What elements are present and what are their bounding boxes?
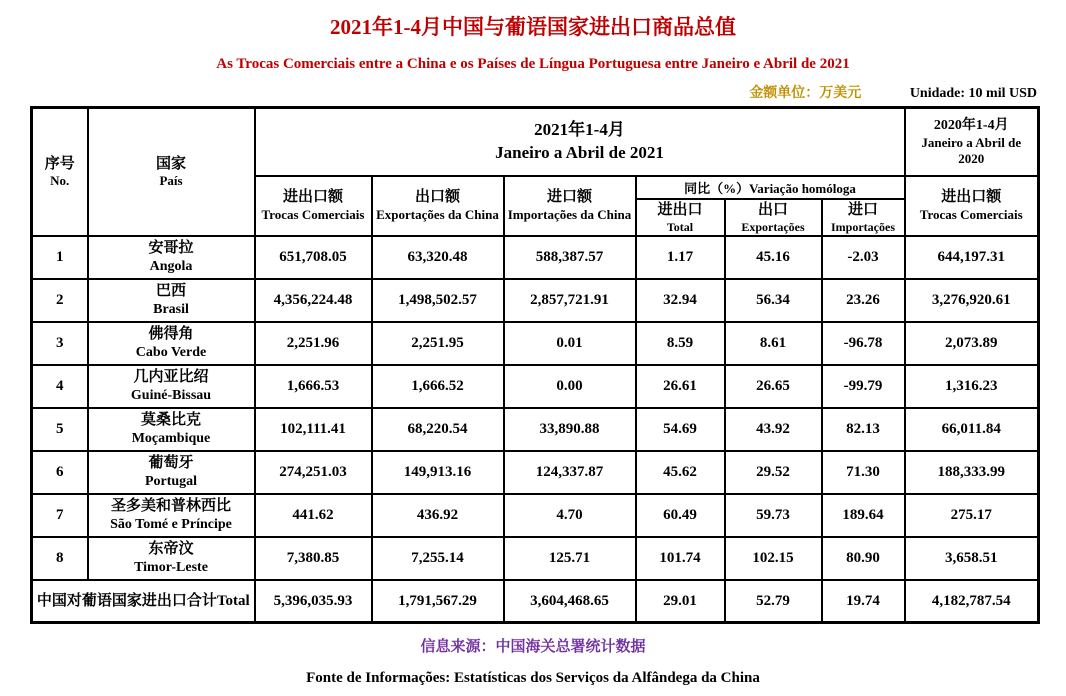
cell-var-export: 8.61 — [725, 322, 822, 365]
col-header-variacao: 同比（%）Variação homóloga — [636, 176, 905, 199]
cell-importacoes: 124,337.87 — [504, 451, 636, 494]
row-number: 4 — [32, 365, 88, 408]
col-header-country-pt: País — [159, 173, 183, 189]
trocas-2021-pt: Trocas Comerciais — [261, 207, 365, 223]
country-name-pt: Moçambique — [131, 431, 211, 447]
cell-var-import: 71.30 — [822, 451, 905, 494]
country-cell — [88, 408, 255, 451]
row-number: 1 — [32, 236, 88, 279]
col-header-var-total — [636, 199, 725, 236]
cell-var-total: 101.74 — [636, 537, 725, 580]
var-total-cn: 进出口 — [657, 201, 703, 218]
table-row-angola — [32, 236, 1039, 279]
trocas-2021-cn: 进出口额 — [282, 189, 343, 206]
cell-var-import: -99.79 — [822, 365, 905, 408]
cell-trocas-2021: 7,380.85 — [255, 537, 372, 580]
source-line-pt: Fonte de Informações: Estatísticas dos Serviços da Alfândega da China — [306, 670, 760, 687]
country-cell — [88, 365, 255, 408]
cell-trocas-2020: 3,276,920.61 — [905, 279, 1039, 322]
unit-label-cn: 金额单位：万美元 — [749, 86, 862, 102]
source-line-cn: 信息来源：中国海关总署统计数据 — [420, 638, 646, 656]
cell-trocas-2020: 3,658.51 — [905, 537, 1039, 580]
cell-importacoes: 33,890.88 — [504, 408, 636, 451]
cell-total-trocas-2021: 5,396,035.93 — [255, 580, 372, 623]
col-header-no — [32, 108, 88, 236]
cell-var-export: 56.34 — [725, 279, 822, 322]
table-row-portugal — [32, 451, 1039, 494]
cell-importacoes: 588,387.57 — [504, 236, 636, 279]
country-name-pt: Portugal — [144, 474, 198, 490]
cell-exportacoes: 68,220.54 — [372, 408, 504, 451]
row-number: 2 — [32, 279, 88, 322]
cell-exportacoes: 7,255.14 — [372, 537, 504, 580]
cell-var-export: 26.65 — [725, 365, 822, 408]
country-cell — [88, 494, 255, 537]
col-header-exportacoes — [372, 176, 504, 236]
var-export-cn: 出口 — [757, 201, 788, 218]
cell-importacoes: 0.00 — [504, 365, 636, 408]
country-name-cn: 几内亚比绍 — [133, 368, 209, 385]
cell-importacoes: 0.01 — [504, 322, 636, 365]
cell-var-export: 43.92 — [725, 408, 822, 451]
cell-total-var-import: 19.74 — [822, 580, 905, 623]
col-header-no-cn: 序号 — [44, 155, 75, 172]
trocas-2020-pt: Trocas Comerciais — [919, 207, 1023, 223]
period-2020-pt: Janeiro a Abril de 2020 — [921, 134, 1022, 166]
cell-exportacoes: 63,320.48 — [372, 236, 504, 279]
exportacoes-pt: Exportações da China — [376, 207, 499, 223]
cell-var-total: 8.59 — [636, 322, 725, 365]
cell-var-total: 26.61 — [636, 365, 725, 408]
table-row-guine-bissau — [32, 365, 1039, 408]
cell-trocas-2021: 651,708.05 — [255, 236, 372, 279]
col-header-importacoes — [504, 176, 636, 236]
country-name-cn: 东帝汶 — [148, 540, 194, 557]
cell-total-var-export: 52.79 — [725, 580, 822, 623]
cell-trocas-2021: 102,111.41 — [255, 408, 372, 451]
cell-importacoes: 125.71 — [504, 537, 636, 580]
unit-label-pt: Unidade: 10 mil USD — [909, 86, 1037, 102]
col-header-period-2021 — [255, 108, 905, 176]
country-name-cn: 佛得角 — [148, 325, 194, 342]
importacoes-cn: 进口额 — [546, 189, 592, 206]
col-header-country-cn: 国家 — [155, 155, 186, 172]
cell-trocas-2020: 1,316.23 — [905, 365, 1039, 408]
country-name-cn: 莫桑比克 — [140, 411, 201, 428]
country-name-pt: Timor-Leste — [134, 560, 208, 576]
cell-total-var-total: 29.01 — [636, 580, 725, 623]
row-number: 3 — [32, 322, 88, 365]
country-cell — [88, 322, 255, 365]
cell-importacoes: 2,857,721.91 — [504, 279, 636, 322]
page-subtitle: As Trocas Comerciais entre a China e os Países de Língua Portuguesa entre Janeiro e Abril de 2021 — [216, 56, 850, 73]
col-header-trocas-2020 — [905, 176, 1039, 236]
cell-importacoes: 4.70 — [504, 494, 636, 537]
total-row-label: 中国对葡语国家进出口合计Total — [32, 580, 255, 623]
total-row — [32, 580, 1039, 623]
period-2020-cn: 2020年1-4月 — [933, 118, 1009, 134]
country-name-pt: Angola — [149, 259, 193, 275]
var-total-pt: Total — [666, 219, 694, 234]
cell-var-export: 45.16 — [725, 236, 822, 279]
cell-var-total: 32.94 — [636, 279, 725, 322]
period-2021-cn: 2021年1-4月 — [534, 120, 625, 140]
cell-var-import: -2.03 — [822, 236, 905, 279]
table-row-mocambique — [32, 408, 1039, 451]
cell-var-total: 45.62 — [636, 451, 725, 494]
country-name-pt: São Tomé e Príncipe — [110, 517, 232, 533]
importacoes-pt: Importações da China — [507, 207, 632, 223]
col-header-var-export — [725, 199, 822, 236]
cell-exportacoes: 1,666.52 — [372, 365, 504, 408]
col-header-var-import — [822, 199, 905, 236]
country-name-cn: 圣多美和普林西比 — [110, 497, 231, 514]
cell-trocas-2020: 188,333.99 — [905, 451, 1039, 494]
country-cell — [88, 279, 255, 322]
cell-exportacoes: 2,251.95 — [372, 322, 504, 365]
cell-trocas-2020: 2,073.89 — [905, 322, 1039, 365]
table-row-cabo-verde — [32, 322, 1039, 365]
cell-var-import: 82.13 — [822, 408, 905, 451]
cell-trocas-2021: 2,251.96 — [255, 322, 372, 365]
country-cell — [88, 236, 255, 279]
table-row-sao-tome — [32, 494, 1039, 537]
cell-total-exportacoes: 1,791,567.29 — [372, 580, 504, 623]
row-number: 6 — [32, 451, 88, 494]
country-name-pt: Guiné-Bissau — [130, 388, 212, 404]
cell-var-total: 54.69 — [636, 408, 725, 451]
row-number: 8 — [32, 537, 88, 580]
cell-trocas-2020: 66,011.84 — [905, 408, 1039, 451]
cell-trocas-2021: 441.62 — [255, 494, 372, 537]
cell-exportacoes: 1,498,502.57 — [372, 279, 504, 322]
country-name-pt: Brasil — [153, 302, 189, 318]
cell-trocas-2020: 644,197.31 — [905, 236, 1039, 279]
cell-var-total: 60.49 — [636, 494, 725, 537]
cell-total-trocas-2020: 4,182,787.54 — [905, 580, 1039, 623]
page-title: 2021年1-4月中国与葡语国家进出口商品总值 — [330, 15, 736, 39]
country-name-pt: Cabo Verde — [135, 345, 207, 361]
country-name-cn: 安哥拉 — [148, 239, 194, 256]
col-header-trocas-2021 — [255, 176, 372, 236]
cell-var-total: 1.17 — [636, 236, 725, 279]
col-header-country — [88, 108, 255, 236]
var-import-pt: Importações — [831, 219, 895, 234]
period-2021-pt: Janeiro a Abril de 2021 — [495, 143, 664, 163]
cell-trocas-2021: 274,251.03 — [255, 451, 372, 494]
country-name-cn: 巴西 — [155, 282, 186, 299]
country-cell — [88, 537, 255, 580]
cell-trocas-2020: 275.17 — [905, 494, 1039, 537]
cell-var-import: -96.78 — [822, 322, 905, 365]
var-export-pt: Exportações — [741, 219, 805, 234]
exportacoes-cn: 出口额 — [414, 189, 460, 206]
cell-var-import: 80.90 — [822, 537, 905, 580]
cell-trocas-2021: 1,666.53 — [255, 365, 372, 408]
cell-var-export: 102.15 — [725, 537, 822, 580]
col-header-period-2020 — [905, 108, 1039, 176]
col-header-no-pt: No. — [50, 173, 70, 189]
country-name-cn: 葡萄牙 — [148, 454, 194, 471]
cell-trocas-2021: 4,356,224.48 — [255, 279, 372, 322]
trade-table — [30, 106, 1040, 624]
trocas-2020-cn: 进出口额 — [941, 189, 1002, 206]
cell-exportacoes: 149,913.16 — [372, 451, 504, 494]
cell-var-export: 29.52 — [725, 451, 822, 494]
country-cell — [88, 451, 255, 494]
cell-total-importacoes: 3,604,468.65 — [504, 580, 636, 623]
table-row-timor-leste — [32, 537, 1039, 580]
row-number: 5 — [32, 408, 88, 451]
cell-var-import: 189.64 — [822, 494, 905, 537]
cell-var-import: 23.26 — [822, 279, 905, 322]
var-import-cn: 进口 — [847, 201, 878, 218]
cell-exportacoes: 436.92 — [372, 494, 504, 537]
row-number: 7 — [32, 494, 88, 537]
unit-line — [30, 82, 1037, 102]
table-row-brasil — [32, 279, 1039, 322]
cell-var-export: 59.73 — [725, 494, 822, 537]
